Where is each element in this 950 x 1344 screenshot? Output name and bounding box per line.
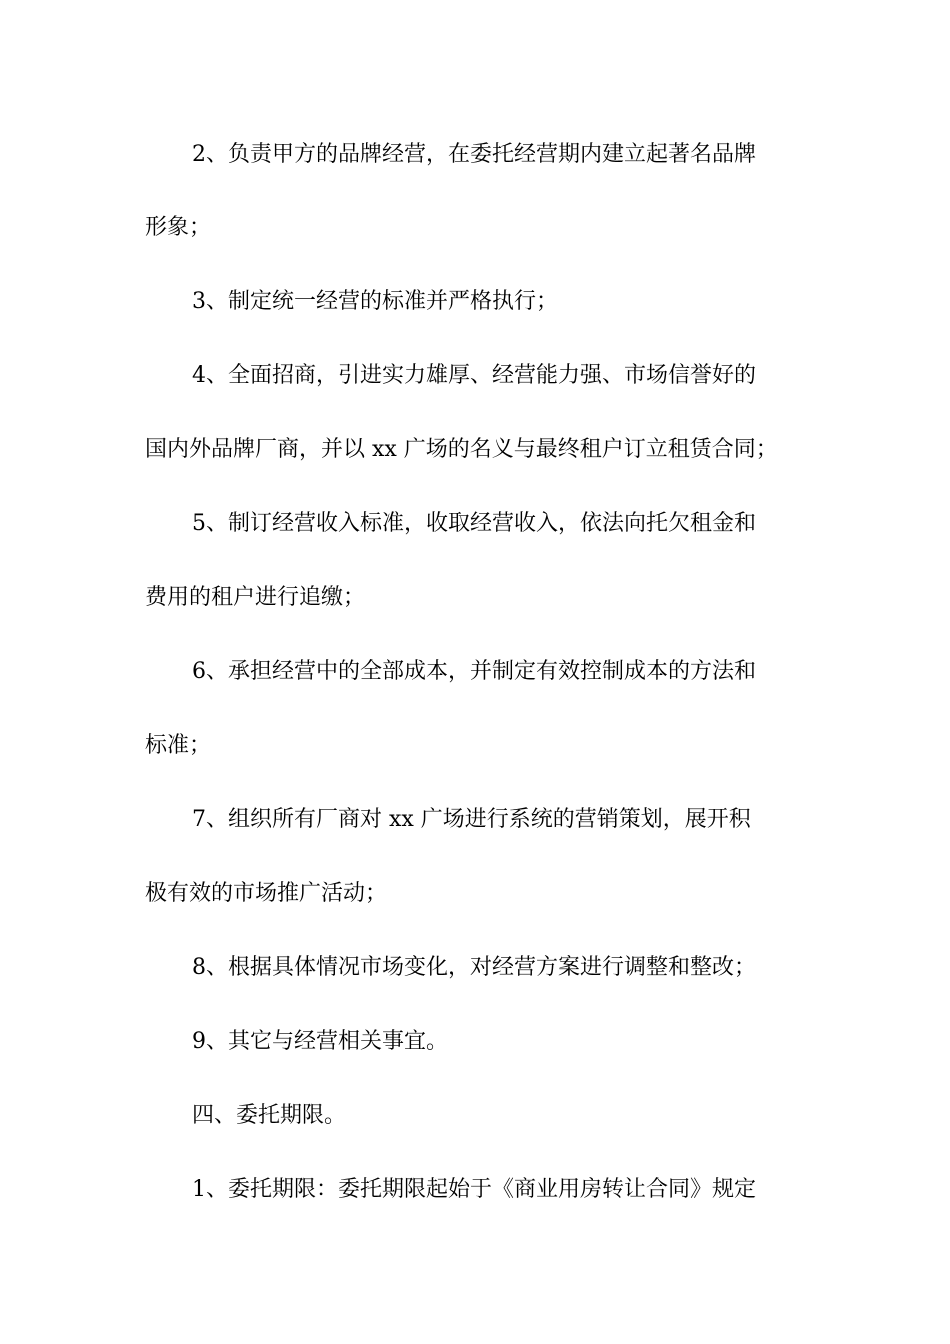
paragraph-line: 7、组织所有厂商对 xx 广场进行系统的营销策划，展开积 [192, 807, 751, 832]
paragraph-line: 1、委托期限：委托期限起始于《商业用房转让合同》规定 [192, 1177, 756, 1202]
paragraph-line: 4、全面招商，引进实力雄厚、经营能力强、市场信誉好的 [192, 363, 756, 388]
paragraph-line: 标准； [145, 733, 212, 758]
section-heading: 四、委托期限。 [192, 1103, 347, 1128]
paragraph-line: 极有效的市场推广活动； [145, 881, 388, 906]
paragraph-line: 形象； [145, 215, 212, 240]
paragraph-line: 9、其它与经营相关事宜。 [192, 1029, 448, 1054]
paragraph-line: 2、负责甲方的品牌经营，在委托经营期内建立起著名品牌 [192, 142, 756, 167]
paragraph-line: 6、承担经营中的全部成本，并制定有效控制成本的方法和 [192, 659, 756, 684]
paragraph-line: 8、根据具体情况市场变化，对经营方案进行调整和整改； [192, 955, 756, 980]
paragraph-line: 国内外品牌厂商，并以 xx 广场的名义与最终租户订立租赁合同； [145, 437, 778, 462]
paragraph-line: 费用的租户进行追缴； [145, 585, 366, 610]
paragraph-line: 5、制订经营收入标准，收取经营收入，依法向托欠租金和 [192, 511, 756, 536]
paragraph-line: 3、制定统一经营的标准并严格执行； [192, 289, 558, 314]
